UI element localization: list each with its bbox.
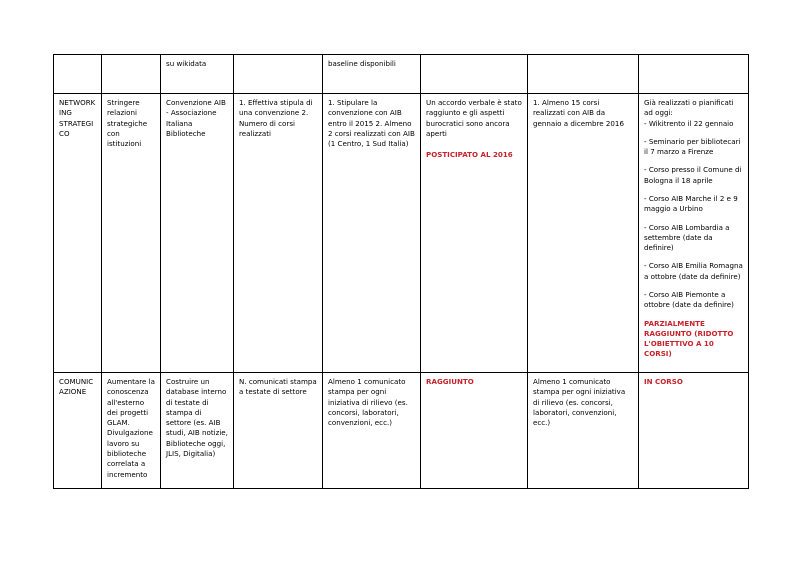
result-2016-item-2: - Corso presso il Comune di Bologna il 18 aprile [644, 165, 742, 185]
result-2016-item-3: - Corso AIB Marche il 2 e 9 maggio a Urbino [644, 193, 738, 214]
result-2016-item-0: - Wikitrento il 22 gennaio [644, 118, 734, 128]
cell-target-2015-comunicazione: Almeno 1 comunicato stampa per ogni iniziativa di rilievo (es. concorsi, laboratori, convenzioni, ecc.) [323, 373, 421, 489]
table-row-comunicazione [54, 373, 749, 489]
cell-target-2015-networking: 1. Stipulare la convenzione con AIB entro il 2015 2. Almeno 2 corsi realizzati con AIB (1 Centro, 1 Sud Italia) [323, 94, 421, 373]
header-cell-indicator [234, 55, 323, 94]
cell-result-2015-networking [421, 94, 528, 373]
status-badge-in-corso: IN CORSO [644, 377, 683, 386]
cell-indicator-comunicazione: N. comunicati stampa a testate di settore [234, 373, 323, 489]
header-cell-result-2015 [421, 55, 528, 94]
cell-target-2016-comunicazione: Almeno 1 comunicato stampa per ogni iniziativa di rilievo (es. concorsi, laboratori, convenzioni, ecc.) [528, 373, 639, 489]
result-2016-intro: Già realizzati o pianificati ad oggi: [644, 98, 734, 118]
result-2016-item-1: - Seminario per bibliotecari il 7 marzo a Firenze [644, 136, 741, 157]
objectives-status-table [53, 54, 749, 489]
table-row-header [54, 55, 749, 94]
header-cell-target-2015: baseline disponibili [323, 55, 421, 94]
cell-action-networking: Convenzione AIB - Associazione Italiana Biblioteche [161, 94, 234, 373]
header-cell-target-2016 [528, 55, 639, 94]
result-2016-item-5: - Corso AIB Emilia Romagna a ottobre (date da definire) [644, 261, 743, 281]
cell-action-comunicazione: Costruire un database interno di testate di stampa di settore (es. AIB studi, AIB notizie, Biblioteche oggi, JLIS, Digitalia) [161, 373, 234, 489]
cell-target-2016-networking: 1. Almeno 15 corsi realizzati con AIB da gennaio a dicembre 2016 [528, 94, 639, 373]
cell-objective-comunicazione: Aumentare la conoscenza all'esterno dei progetti GLAM. Divulgazione lavoro su biblioteche correlata a incremento [102, 373, 161, 489]
result-2016-item-4: - Corso AIB Lombardia a settembre (date da definire) [644, 222, 730, 253]
status-badge-parzialmente-raggiunto: PARZIALMENTE RAGGIUNTO (RIDOTTO L'OBIETTIVO A 10 CORSI) [644, 318, 734, 359]
cell-result-2016-networking [639, 94, 749, 373]
header-cell-objective [102, 55, 161, 94]
cell-result-2016-comunicazione [639, 373, 749, 489]
cell-result-2015-comunicazione [421, 373, 528, 489]
header-cell-result-2016 [639, 55, 749, 94]
header-cell-action: su wikidata [161, 55, 234, 94]
cell-objective-networking: Stringere relazioni strategiche con istituzioni [102, 94, 161, 373]
result-2015-text: Un accordo verbale è stato raggiunto e gli aspetti burocratici sono ancora aperti [426, 98, 522, 138]
cell-indicator-networking: 1. Effettiva stipula di una convenzione 2. Numero di corsi realizzati [234, 94, 323, 373]
table-row-networking-strategico [54, 94, 749, 373]
header-cell-area [54, 55, 102, 94]
cell-area-comunicazione: COMUNICAZIONE [54, 373, 102, 489]
result-2016-item-6: - Corso AIB Piemonte a ottobre (date da definire) [644, 289, 734, 310]
cell-area-networking: NETWORKING STRATEGICO [54, 94, 102, 373]
status-badge-posticipato: POSTICIPATO AL 2016 [426, 150, 513, 160]
status-badge-raggiunto: RAGGIUNTO [426, 377, 474, 386]
